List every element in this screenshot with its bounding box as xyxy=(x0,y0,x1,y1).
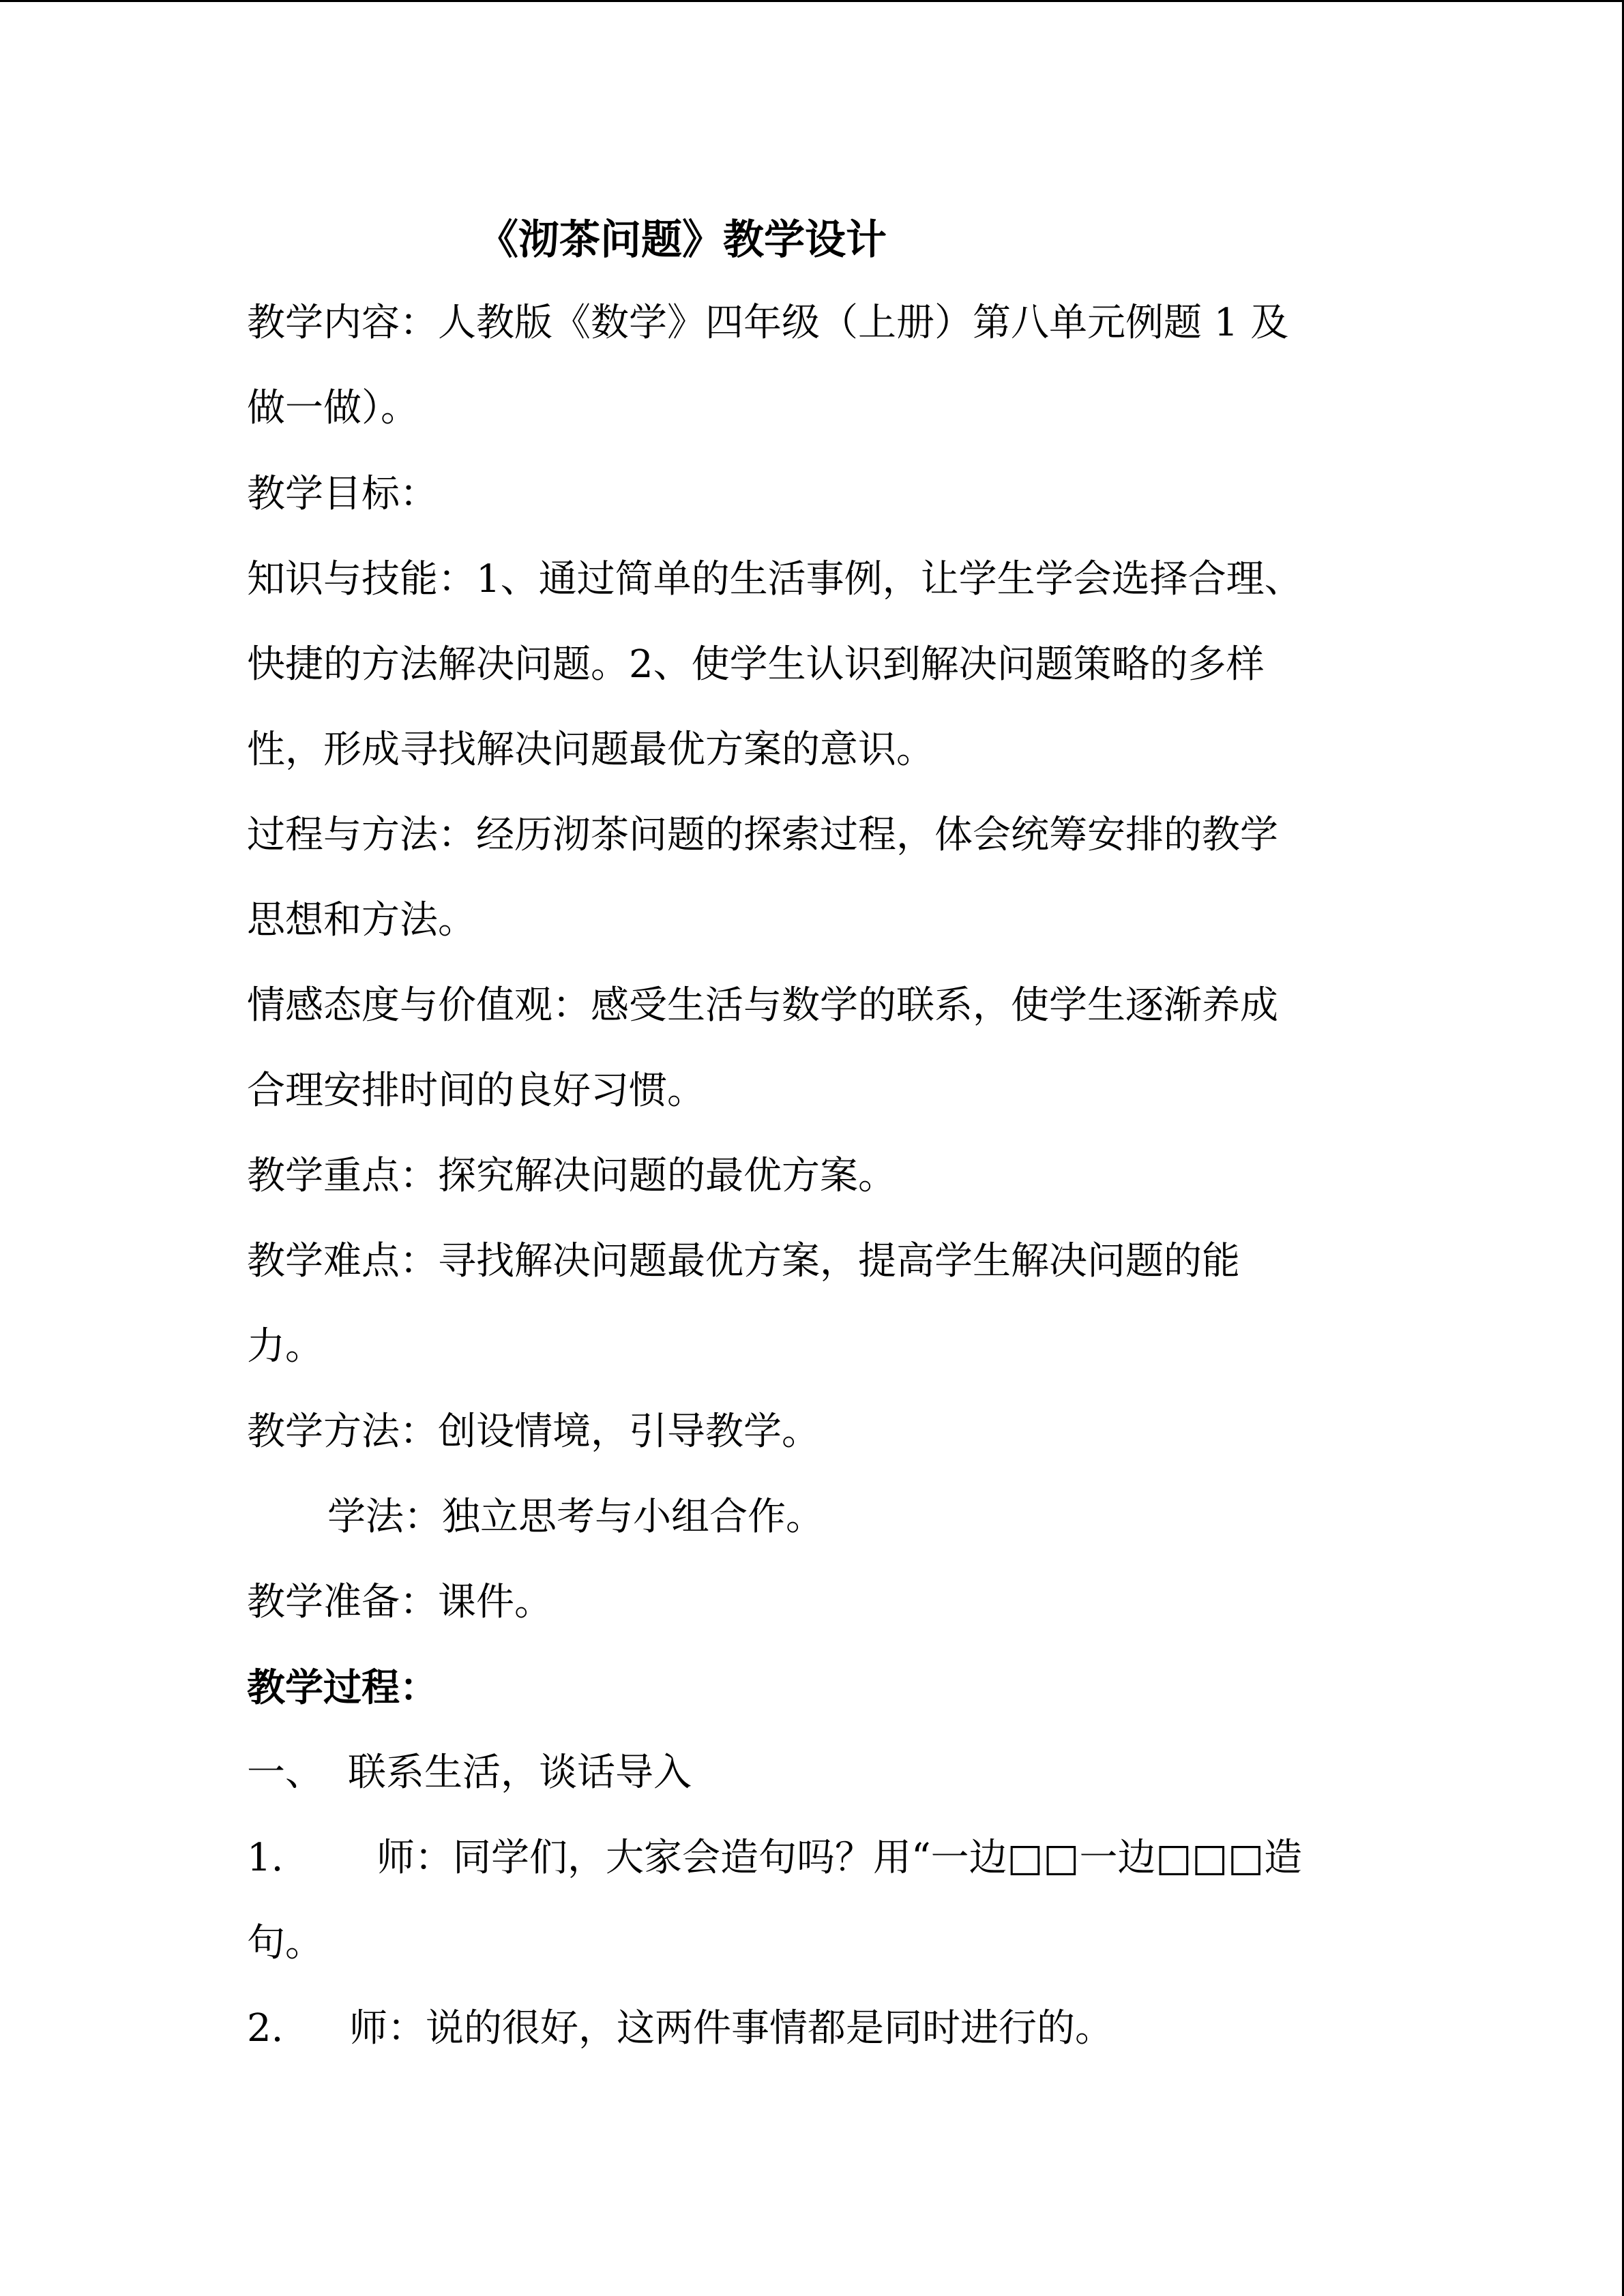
teaching-method-line: 教学方法：创设情境，引导教学。 xyxy=(247,1410,820,1454)
emotion-values-line-1: 情感态度与价值观：感受生活与数学的联系，使学生逐渐养成 xyxy=(247,983,1278,1028)
list-item-2-text: 师：说的很好，这两件事情都是同时进行的。 xyxy=(349,2006,1113,2051)
list-item-1-continuation: 句。 xyxy=(247,1921,323,1965)
difficulty-line-1: 教学难点：寻找解决问题最优方案，提高学生解决问题的能 xyxy=(247,1239,1240,1283)
section-1-number: 一、 xyxy=(247,1750,323,1795)
process-method-line-1: 过程与方法：经历沏茶问题的探索过程，体会统筹安排的教学 xyxy=(247,813,1278,857)
teaching-prep-line: 教学准备：课件。 xyxy=(247,1580,552,1624)
document-title: 《沏茶问题》教学设计 xyxy=(477,216,887,264)
list-item-2 xyxy=(247,2004,1113,2053)
list-item-1-number: 1. xyxy=(247,1836,284,1880)
list-item-1-text: 师：同学们，大家会造句吗？用“一边□□一边□□□造 xyxy=(377,1836,1303,1880)
list-item-1 xyxy=(247,1834,1302,1883)
knowledge-skills-line-2: 快捷的方法解决问题。2、使学生认识到解决问题策略的多样 xyxy=(247,642,1265,687)
knowledge-skills-line-3: 性，形成寻找解决问题最优方案的意识。 xyxy=(247,728,934,772)
emotion-values-line-2: 合理安排时间的良好习惯。 xyxy=(247,1069,705,1113)
teaching-content-line-1: 教学内容：人教版《数学》四年级（上册）第八单元例题 1 及 xyxy=(247,301,1289,345)
teaching-goals-heading: 教学目标： xyxy=(247,472,438,516)
section-1-text: 联系生活，谈话导入 xyxy=(348,1750,692,1795)
teaching-content-line-2: 做一做）。 xyxy=(247,386,419,430)
learning-method-line: 学法：独立思考与小组合作。 xyxy=(327,1495,824,1539)
knowledge-skills-line-1: 知识与技能：1、通过简单的生活事例，让学生学会选择合理、 xyxy=(247,557,1303,601)
difficulty-line-2: 力。 xyxy=(247,1324,323,1369)
teaching-process-heading: 教学过程： xyxy=(247,1665,438,1710)
list-item-2-number: 2. xyxy=(247,2006,284,2051)
section-1-heading xyxy=(247,1748,692,1798)
key-points-line: 教学重点：探究解决问题的最优方案。 xyxy=(247,1154,896,1198)
process-method-line-2: 思想和方法。 xyxy=(247,898,476,942)
